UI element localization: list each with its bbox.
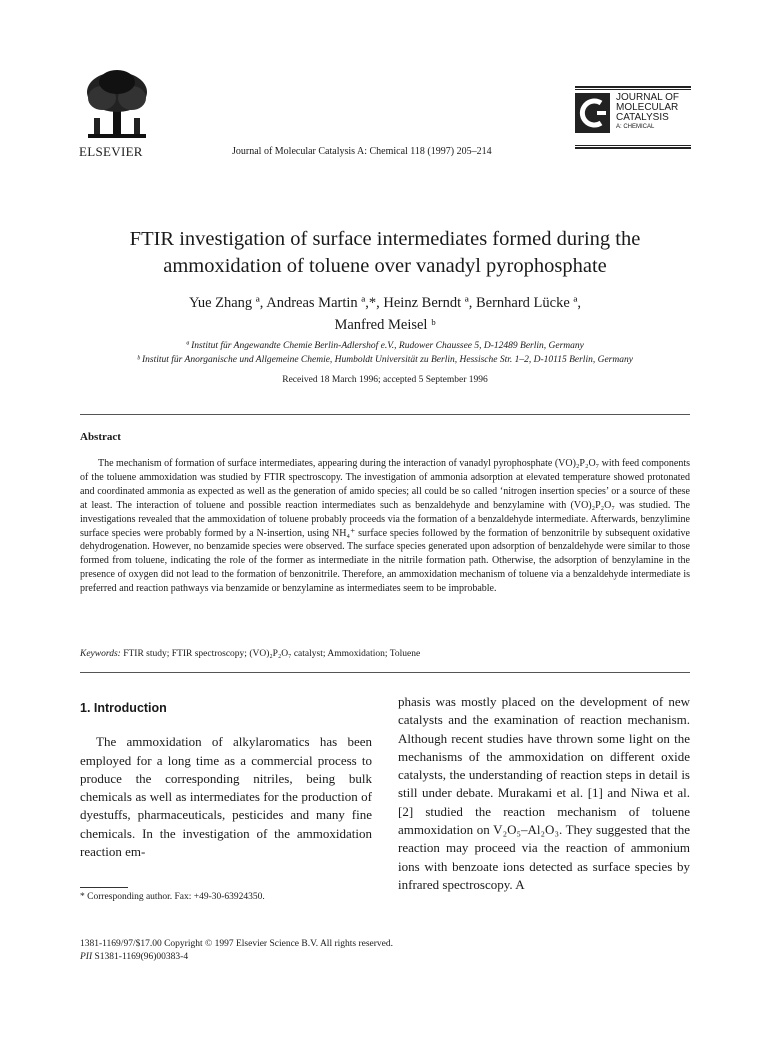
brand-line-4: A: CHEMICAL [616, 124, 655, 130]
brand-line-2: MOLECULAR [616, 102, 679, 113]
elsevier-tree-logo [80, 68, 154, 142]
keywords [80, 649, 690, 659]
section-heading: 1. Introduction [80, 701, 167, 715]
authors [80, 292, 690, 336]
title-line-1: FTIR investigation of surface intermediates formed during the [129, 228, 641, 250]
journal-logo-icon [575, 93, 610, 133]
title-line-2: ammoxidation of toluene over vanadyl pyrophosphate [163, 255, 607, 277]
brand-rule [575, 89, 691, 90]
copyright-block [80, 938, 393, 964]
journal-citation: Journal of Molecular Catalysis A: Chemical 118 (1997) 205–214 [232, 146, 492, 157]
divider [80, 414, 690, 415]
journal-brand [575, 86, 691, 133]
copyright-line: 1381-1169/97/$17.00 Copyright © 1997 Elsevier Science B.V. All rights reserved. [80, 939, 394, 949]
brand-rule [575, 86, 691, 88]
pii-label: PII [80, 952, 93, 962]
intro-paragraph-right: phasis was mostly placed on the development of new catalysts and the examination of reaction mechanism. Although recent studies have thrown some light on the mechanisms of the ammoxidation on different oxide catalysts, the understanding of reaction steps in detail is still under debate. Murakami et al. [1] and Niwa et al. [2] studied the reaction mechanism of toluene ammoxidation on V₂O₅–Al₂O₃. They suggested that the reaction may proceed via the reaction of ammonium ions with benzoate ions detected as surface species by infrared spectroscopy. A [398, 694, 690, 892]
publisher-name: ELSEVIER [79, 144, 143, 159]
authors-line-1: Yue Zhang ª, Andreas Martin ª,*, Heinz Berndt ª, Bernhard Lücke ª, [188, 295, 582, 311]
intro-right-column [398, 693, 690, 894]
affiliation-a: ª Institut für Angewandte Chemie Berlin-Adlershof e.V., Rudower Chaussee 5, D-12489 Berlin, Germany [186, 341, 584, 351]
keywords-list: FTIR study; FTIR spectroscopy; (VO)₂P₂O₇ catalyst; Ammoxidation; Toluene [123, 649, 421, 659]
pii-value: S1381-1169(96)00383-4 [94, 952, 189, 962]
intro-left-column [80, 699, 372, 861]
brand-line-1: JOURNAL OF [616, 92, 679, 103]
received-date: Received 18 March 1996; accepted 5 September 1996 [282, 375, 488, 385]
brand-rule [575, 147, 691, 149]
affiliations [80, 339, 690, 367]
divider [80, 672, 690, 673]
pii-line [80, 951, 393, 964]
footnote: * Corresponding author. Fax: +49-30-63924350. [80, 892, 265, 902]
brand-line-3: CATALYSIS [616, 112, 669, 123]
article-title [80, 226, 690, 280]
keywords-label: Keywords: [80, 649, 121, 659]
abstract-text: The mechanism of formation of surface intermediates, appearing during the interaction of vanadyl pyrophosphate (VO)₂P₂O₇ with feed components of the toluene ammoxidation was studied by FTIR spectroscopy. The investigation of ammonia adsorption at elevated temperature showed protonated and coordinated ammonia as expected as well as the generation of amido species; all could be so called ‘nitrogen insertion species’ or a source of these at least. The interaction of toluene and possible reaction intermediates such as benzaldehyde and benzylamine with (VO)₂P₂O₇ was studied. The investigations revealed that the ammoxidation of toluene probably proceeds via the formation of a benzaldehyde intermediate. Afterwards, benzylimine surface species were probably formed by a N-insertion, using NH₄⁺ surface species followed by the formation of benzonitrile by subsequent oxidative dehydrogenation. However, no benzamide species were observed. The surface species generated upon adsorption of benzaldehyde were similar to those formed from toluene, indicating the role of the former as intermediate in the nitrile formation path. Otherwise, the adsorption of benzylamine in the presence of oxygen did not lead to the formation of benzonitrile. Therefore, an ammoxidation mechanism of toluene via a benzaldehyde intermediate is preferred and reaction pathways via benzamide or benzylamine as intermediates seem to be improbable. [80, 458, 690, 595]
abstract-heading: Abstract [80, 431, 121, 443]
intro-paragraph-left: The ammoxidation of alkylaromatics has been employed for a long time as a commercial process to produce the corresponding nitriles, being bulk chemicals as well as intermediates for the production of dyestuffs, pharmaceuticals, pesticides and many fine chemicals. In the investigation of the ammoxidation reaction em- [80, 734, 372, 860]
authors-line-2: Manfred Meisel ᵇ [334, 317, 436, 333]
brand-rule [575, 145, 691, 146]
footnote-rule [80, 887, 128, 888]
journal-brand-bottom [575, 145, 691, 150]
affiliation-b: ᵇ Institut für Anorganische und Allgemeine Chemie, Humboldt Universität zu Berlin, Hessische Str. 1–2, D-10115 Berlin, Germany [137, 355, 633, 365]
